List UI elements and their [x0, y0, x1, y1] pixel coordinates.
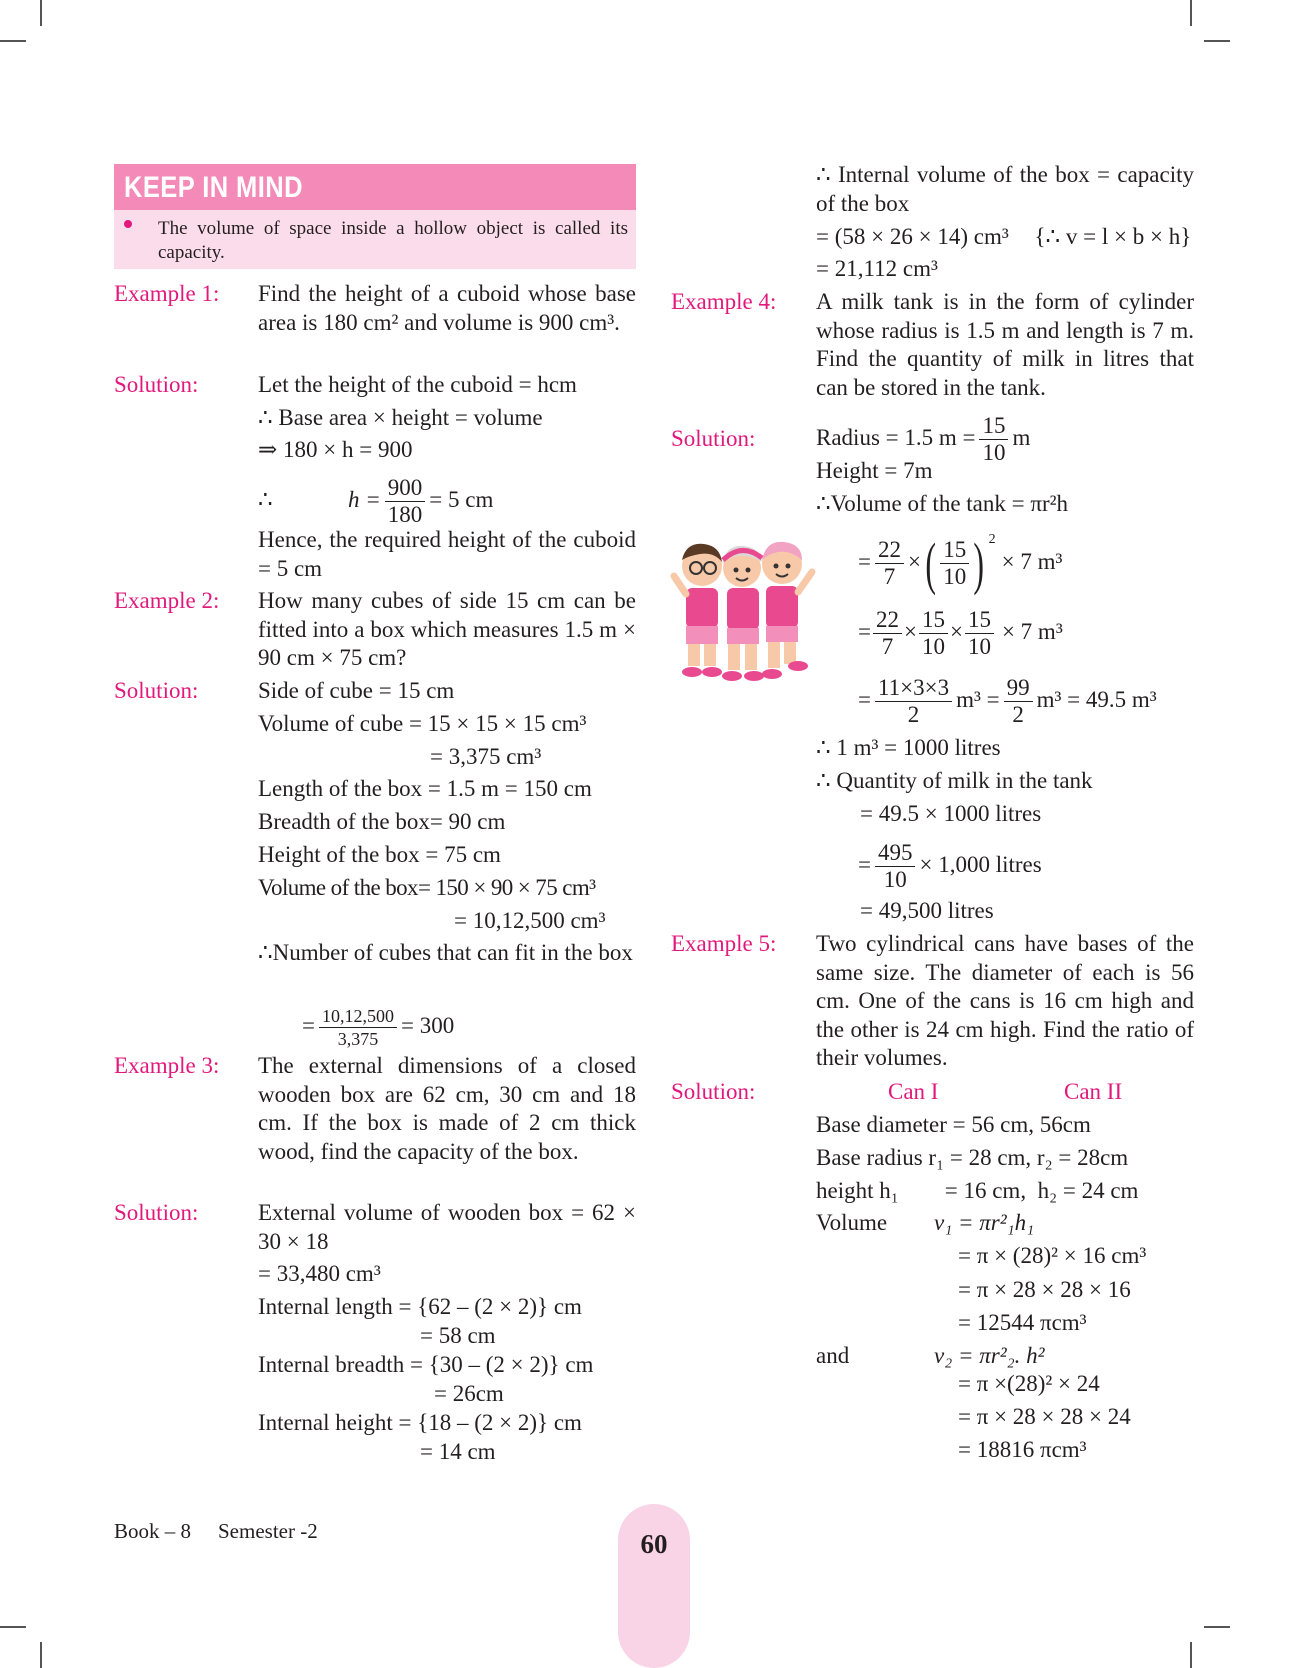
- solution-line: ∴Number of cubes that can fit in the box: [258, 940, 633, 965]
- solution-line: Volume: [816, 1210, 888, 1235]
- solution-line: ∴ 1 m³ = 1000 litres: [816, 735, 1001, 760]
- numerator: 495: [875, 840, 916, 867]
- solution-line: v₁ = πr²₁h₁: [934, 1210, 1035, 1235]
- solution-line: = $\frac{495}{10}$ × 1,000 litres: [858, 840, 1042, 893]
- keep-in-mind-header: [114, 164, 636, 210]
- example-question: A milk tank is in the form of cylinder whose radius is 1.5 m and length is 7 m. Find the quantity of milk in litres that can be stored in the tank.: [816, 289, 1194, 400]
- denominator: 7: [881, 634, 894, 660]
- denominator: 180: [387, 502, 423, 528]
- equation-result: × 1,000 litres: [919, 852, 1042, 877]
- crop-mark: [40, 1642, 42, 1668]
- solution-line: = $\frac{10,12,500}{3,375}$ = 300: [302, 1006, 455, 1050]
- example-question: Two cylindrical cans have bases of the same size. The diameter of each is 56 cm. One of the cans is 16 cm high and the other is 24 cm high. Find the ratio of their volumes.: [816, 931, 1194, 1070]
- solution-line: and: [816, 1343, 850, 1368]
- solution-line: = $\frac{22}{7}$ ×( $\frac{15}{10}$ ) $^2$× 7 m³: [858, 530, 1063, 596]
- numerator: 99: [1004, 675, 1033, 702]
- bracket: (: [925, 530, 936, 596]
- kids-illustration: [670, 536, 820, 692]
- crop-mark: [1190, 0, 1192, 26]
- equation-lhs: Radius = 1.5 m =: [816, 425, 976, 450]
- solution-line: = 12544 πcm³: [958, 1310, 1087, 1335]
- equation-lhs: h =: [348, 487, 381, 512]
- bracket: ): [973, 530, 985, 596]
- page-number-tab: [618, 1504, 690, 1668]
- equation-result: = 300: [400, 1013, 455, 1038]
- solution-line: ∴ Base area × height = volume: [258, 405, 543, 430]
- solution-line: = 14 cm: [420, 1439, 496, 1464]
- solution-line: Internal length = {62 – (2 × 2)} cm: [258, 1294, 582, 1319]
- solution-line: = 26cm: [434, 1381, 504, 1406]
- example-question: Find the height of a cuboid whose base area is 180 cm² and volume is 900 cm³.: [258, 281, 636, 335]
- solution-line: v₂ = πr²₂. h²: [934, 1343, 1045, 1368]
- solution-line: Height of the box = 75 cm: [258, 842, 501, 867]
- solution-line: = $\frac{11\times 3\times 3}{2}$ m³ = $\frac{99}{2}$ m³ = 49.5 m³: [858, 675, 1157, 728]
- solution-line: Volume of the box= 150 × 90 × 75 cm³: [258, 875, 596, 900]
- fraction: [965, 607, 994, 660]
- crop-mark: [0, 1626, 26, 1628]
- fraction: [385, 475, 426, 528]
- denominator: 7: [883, 564, 896, 590]
- solution-line: [258, 470, 493, 530]
- solution-line: [816, 223, 1191, 251]
- solution-line: Base diameter = 56 cm, 56cm: [816, 1112, 1091, 1137]
- fraction: [875, 537, 904, 590]
- denominator: 10: [982, 440, 1006, 466]
- crop-mark: [1204, 1626, 1230, 1628]
- solution-label: Solution:: [671, 426, 756, 451]
- solution-line: Height = 7m: [816, 458, 933, 483]
- solution-line: Base radius r₁ = 28 cm, r₂ = 28cm: [816, 1145, 1129, 1170]
- unit: m: [1012, 425, 1031, 450]
- page-number: 60: [640, 1529, 668, 1559]
- example-label: Example 4:: [671, 289, 777, 314]
- keep-in-mind-box: [114, 164, 636, 269]
- solution-line: = 3,375 cm³: [430, 744, 542, 769]
- example-label: Example 3:: [114, 1053, 220, 1078]
- fraction: [319, 1005, 397, 1050]
- solution-line: = 49.5 × 1000 litres: [860, 801, 1042, 826]
- solution-line: ∴ Quantity of milk in the tank: [816, 768, 1093, 793]
- solution-line: Breadth of the box= 90 cm: [258, 809, 506, 834]
- example-question: How many cubes of side 15 cm can be fitted into a box which measures 1.5 m × 90 cm × 75 cm?: [258, 588, 636, 670]
- keep-in-mind-title: KEEP IN MIND: [124, 171, 303, 204]
- solution-line: = π × 28 × 28 × 16: [958, 1277, 1131, 1302]
- equation: = (58 × 26 × 14) cm³: [816, 224, 1009, 249]
- numerator: 10,12,500: [319, 1005, 397, 1028]
- fraction: [940, 537, 969, 590]
- example-question: The external dimensions of a closed wooden box are 62 cm, 30 cm and 18 cm. If the box is made of 2 cm thick wood, find the capacity of the box.: [258, 1053, 636, 1164]
- denominator: 3,375: [337, 1029, 379, 1050]
- solution-line: = 10,12,500 cm³: [454, 908, 606, 933]
- solution-line: = 33,480 cm³: [258, 1261, 381, 1286]
- solution-line: = π × 28 × 28 × 24: [958, 1404, 1131, 1429]
- numerator: 15: [940, 537, 969, 564]
- crop-mark: [1204, 40, 1230, 42]
- example-label: Example 5:: [671, 931, 777, 956]
- solution-line: Side of cube = 15 cm: [258, 678, 455, 703]
- example-label: Example 2:: [114, 588, 220, 613]
- solution-line: External volume of wooden box = 62 × 30 × 18: [258, 1200, 636, 1254]
- solution-label: Solution:: [114, 372, 199, 397]
- solution-line: = $\frac{22}{7}$ × $\frac{15}{10}$ × $\frac{15}{10}$ × 7 m³: [858, 607, 1063, 660]
- solution-line: = 18816 πcm³: [958, 1437, 1087, 1462]
- fraction: [979, 413, 1008, 466]
- numerator: 900: [385, 475, 426, 502]
- footer-book: Book – 8: [114, 1519, 192, 1543]
- solution-line: Hence, the required height of the cuboid = 5 cm: [258, 527, 636, 581]
- denominator: 2: [907, 702, 920, 728]
- numerator: 22: [873, 607, 902, 634]
- solution-line: ∴Volume of the tank = πr²h: [816, 491, 1069, 516]
- example-label: Example 1:: [114, 281, 220, 306]
- bullet-icon: [124, 220, 132, 228]
- fraction: [919, 607, 948, 660]
- kid-figure: [722, 546, 764, 681]
- denominator: 10: [967, 634, 991, 660]
- solution-line: height h₁ = 16 cm, h₂ = 24 cm: [816, 1178, 1139, 1203]
- equation-result: × 7 m³: [1001, 549, 1063, 574]
- solution-line: = 58 cm: [420, 1323, 496, 1348]
- equation-part: m³ =: [956, 687, 1000, 712]
- solution-line: Length of the box = 1.5 m = 150 cm: [258, 776, 592, 801]
- equation-result: × 7 m³: [1001, 619, 1063, 644]
- numerator: 15: [965, 607, 994, 634]
- solution-line: = 49,500 litres: [860, 898, 994, 923]
- equation-result: = 5 cm: [429, 487, 494, 512]
- column-header: Can II: [1064, 1079, 1123, 1104]
- crop-mark: [0, 40, 26, 42]
- solution-line: ∴ Internal volume of the box = capacity of the box: [816, 162, 1194, 216]
- fraction: [875, 675, 952, 728]
- solution-line: Let the height of the cuboid = hcm: [258, 372, 577, 397]
- solution-label: Solution:: [114, 678, 199, 703]
- fraction: [873, 607, 902, 660]
- keep-in-mind-text: The volume of space inside a hollow object is called its capacity.: [158, 218, 628, 263]
- footer-semester: Semester -2: [218, 1519, 318, 1543]
- solution-line: ⇒ 180 × h = 900: [258, 437, 413, 462]
- solution-label: Solution:: [114, 1200, 199, 1225]
- numerator: 15: [979, 413, 1008, 440]
- solution-line: Internal height = {18 – (2 × 2)} cm: [258, 1410, 582, 1435]
- kid-figure: [762, 542, 812, 679]
- denominator: 10: [921, 634, 945, 660]
- solution-label: Solution:: [671, 1079, 756, 1104]
- fraction: [875, 840, 916, 893]
- solution-line: Internal breadth = {30 – (2 × 2)} cm: [258, 1352, 594, 1377]
- numerator: 11×3×3: [875, 675, 952, 702]
- fraction: [1004, 675, 1033, 728]
- formula-note: {∴ v = l × b × h}: [1034, 224, 1192, 249]
- equation-result: m³ = 49.5 m³: [1036, 687, 1157, 712]
- solution-line: Volume of cube = 15 × 15 × 15 cm³: [258, 711, 587, 736]
- denominator: 2: [1012, 702, 1024, 728]
- solution-line: = 21,112 cm³: [816, 256, 938, 281]
- numerator: 22: [875, 537, 904, 564]
- crop-mark: [1190, 1642, 1192, 1668]
- solution-line: = π × (28)² × 16 cm³: [958, 1243, 1147, 1268]
- denominator: 10: [883, 867, 907, 893]
- therefore-symbol: ∴: [258, 487, 273, 512]
- kid-figure: [674, 544, 722, 677]
- crop-mark: [40, 0, 42, 26]
- solution-line: = π ×(28)² × 24: [958, 1371, 1100, 1396]
- numerator: 15: [919, 607, 948, 634]
- denominator: 10: [943, 564, 967, 590]
- column-header: Can I: [888, 1079, 939, 1104]
